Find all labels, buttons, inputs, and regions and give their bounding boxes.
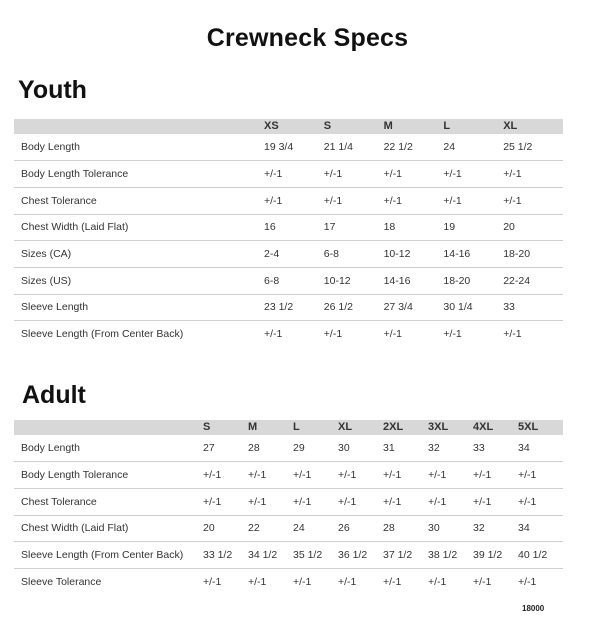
table-row: [14, 462, 563, 489]
table-cell: 31: [383, 435, 428, 462]
adult-table-header: [14, 420, 563, 435]
youth-size-header: S: [323, 120, 332, 132]
table-cell: 19: [443, 214, 503, 241]
adult-section-title: Adult: [22, 381, 86, 409]
table-cell: +/-1: [293, 488, 338, 515]
table-cell: 32: [473, 515, 518, 542]
table-cell: 30: [338, 435, 383, 462]
row-label: Body Length Tolerance: [14, 462, 203, 489]
table-row: [14, 294, 563, 321]
table-cell: 24: [293, 515, 338, 542]
table-cell: 27: [203, 435, 248, 462]
adult-header-row: [14, 420, 563, 435]
table-cell: +/-1: [264, 187, 324, 214]
table-cell: 20: [503, 214, 563, 241]
table-cell: +/-1: [324, 161, 384, 188]
youth-size-header: M: [383, 120, 393, 132]
table-cell: 2-4: [264, 241, 324, 268]
table-cell: +/-1: [264, 161, 324, 188]
table-row: [14, 488, 563, 515]
table-cell: 40 1/2: [518, 542, 563, 569]
table-row: [14, 161, 563, 188]
table-cell: 20: [203, 515, 248, 542]
table-cell: 35 1/2: [293, 542, 338, 569]
adult-header-label-cell: [14, 420, 203, 435]
table-cell: 39 1/2: [473, 542, 518, 569]
table-cell: 6-8: [264, 267, 324, 294]
table-cell: +/-1: [473, 462, 518, 489]
table-cell: 33 1/2: [203, 542, 248, 569]
table-row: [14, 568, 563, 595]
adult-size-header: 2XL: [383, 421, 404, 433]
table-row: [14, 241, 563, 268]
table-cell: 34: [518, 515, 563, 542]
table-cell: +/-1: [443, 187, 503, 214]
table-row: [14, 515, 563, 542]
table-cell: +/-1: [248, 488, 293, 515]
table-cell: +/-1: [503, 161, 563, 188]
adult-size-header: 3XL: [428, 421, 449, 433]
row-label: Chest Width (Laid Flat): [14, 515, 203, 542]
table-cell: 27 3/4: [384, 294, 444, 321]
adult-size-header: 5XL: [518, 421, 539, 433]
table-cell: 22: [248, 515, 293, 542]
table-cell: +/-1: [383, 328, 402, 341]
youth-table-body: [14, 134, 563, 348]
row-label: Chest Tolerance: [14, 187, 264, 214]
table-cell: +/-1: [473, 576, 492, 589]
table-cell: +/-1: [203, 462, 248, 489]
youth-header-row: [14, 119, 563, 134]
table-cell: 28: [248, 435, 293, 462]
row-label: Sleeve Tolerance: [21, 576, 102, 589]
page-title: Crewneck Specs: [206, 24, 409, 52]
row-label: Body Length: [14, 134, 264, 161]
table-cell: 38 1/2: [428, 542, 473, 569]
table-cell: +/-1: [443, 328, 462, 341]
table-cell: +/-1: [293, 462, 338, 489]
row-label: Body Length: [14, 435, 203, 462]
table-cell: +/-1: [503, 187, 563, 214]
table-cell: 18-20: [503, 241, 563, 268]
table-row: [14, 267, 563, 294]
table-cell: +/-1: [518, 576, 537, 589]
adult-spec-table: [14, 420, 563, 595]
table-cell: +/-1: [428, 462, 473, 489]
table-cell: 28: [383, 515, 428, 542]
row-label: Sleeve Length (From Center Back): [14, 542, 203, 569]
youth-spec-table: [14, 119, 563, 348]
table-cell: +/-1: [384, 161, 444, 188]
table-cell: +/-1: [248, 462, 293, 489]
table-cell: 14-16: [384, 267, 444, 294]
table-row: [14, 187, 563, 214]
table-cell: 18-20: [443, 267, 503, 294]
table-cell: +/-1: [383, 576, 402, 589]
table-cell: +/-1: [428, 488, 473, 515]
table-cell: 18: [384, 214, 444, 241]
table-cell: 33: [503, 294, 563, 321]
table-cell: +/-1: [264, 328, 283, 341]
table-cell: 36 1/2: [338, 542, 383, 569]
table-cell: +/-1: [428, 576, 447, 589]
table-cell: 37 1/2: [383, 542, 428, 569]
adult-size-header: XL: [338, 421, 353, 433]
adult-size-header: 4XL: [473, 421, 494, 433]
table-cell: 24: [443, 134, 503, 161]
table-cell: 33: [473, 435, 518, 462]
table-cell: 22-24: [503, 267, 563, 294]
row-label: Sleeve Length: [14, 294, 264, 321]
table-cell: 10-12: [384, 241, 444, 268]
row-label: Body Length Tolerance: [14, 161, 264, 188]
table-cell: +/-1: [203, 488, 248, 515]
table-row: [14, 321, 563, 348]
table-cell: +/-1: [384, 187, 444, 214]
table-cell: +/-1: [324, 187, 384, 214]
youth-section-title: Youth: [18, 76, 87, 104]
table-cell: 22 1/2: [384, 134, 444, 161]
table-cell: 34 1/2: [248, 542, 293, 569]
table-row: [14, 214, 563, 241]
youth-size-header: XL: [503, 120, 518, 132]
table-cell: 34: [518, 435, 563, 462]
style-code: 18000: [522, 604, 545, 613]
table-cell: +/-1: [248, 576, 267, 589]
table-cell: 26 1/2: [324, 294, 384, 321]
table-cell: +/-1: [503, 328, 522, 341]
table-cell: 14-16: [443, 241, 503, 268]
table-cell: 29: [293, 435, 338, 462]
table-cell: 21 1/4: [324, 134, 384, 161]
row-label: Sizes (CA): [14, 241, 264, 268]
table-cell: +/-1: [383, 462, 428, 489]
table-row: [14, 542, 563, 569]
table-cell: 10-12: [324, 267, 384, 294]
table-cell: +/-1: [293, 576, 312, 589]
table-cell: +/-1: [518, 462, 563, 489]
table-cell: 17: [324, 214, 384, 241]
table-cell: +/-1: [338, 488, 383, 515]
table-row: [14, 134, 563, 161]
table-cell: +/-1: [383, 488, 428, 515]
adult-size-header: L: [293, 421, 300, 433]
row-label: Chest Width (Laid Flat): [14, 214, 264, 241]
table-cell: 26: [338, 515, 383, 542]
youth-header-label-cell: [14, 119, 264, 134]
table-cell: 32: [428, 435, 473, 462]
adult-size-header: S: [203, 421, 211, 433]
table-cell: 23 1/2: [264, 294, 324, 321]
table-cell: 16: [264, 214, 324, 241]
table-cell: 6-8: [324, 241, 384, 268]
table-cell: +/-1: [443, 161, 503, 188]
table-cell: 19 3/4: [264, 134, 324, 161]
row-label: Sizes (US): [14, 267, 264, 294]
table-cell: 30 1/4: [443, 294, 503, 321]
table-cell: +/-1: [338, 462, 383, 489]
row-label: Chest Tolerance: [14, 488, 203, 515]
row-label: Sleeve Length (From Center Back): [21, 328, 184, 341]
adult-size-header: M: [248, 421, 258, 433]
table-cell: +/-1: [473, 488, 518, 515]
table-cell: +/-1: [518, 488, 563, 515]
table-row: [14, 435, 563, 462]
adult-table-body: [14, 435, 563, 595]
table-cell: +/-1: [338, 576, 357, 589]
youth-table-header: [14, 119, 563, 134]
table-cell: 30: [428, 515, 473, 542]
youth-size-header: L: [443, 120, 451, 132]
youth-size-header: XS: [264, 120, 279, 132]
table-cell: +/-1: [323, 328, 343, 341]
table-cell: 25 1/2: [503, 134, 563, 161]
table-cell: +/-1: [203, 576, 222, 589]
